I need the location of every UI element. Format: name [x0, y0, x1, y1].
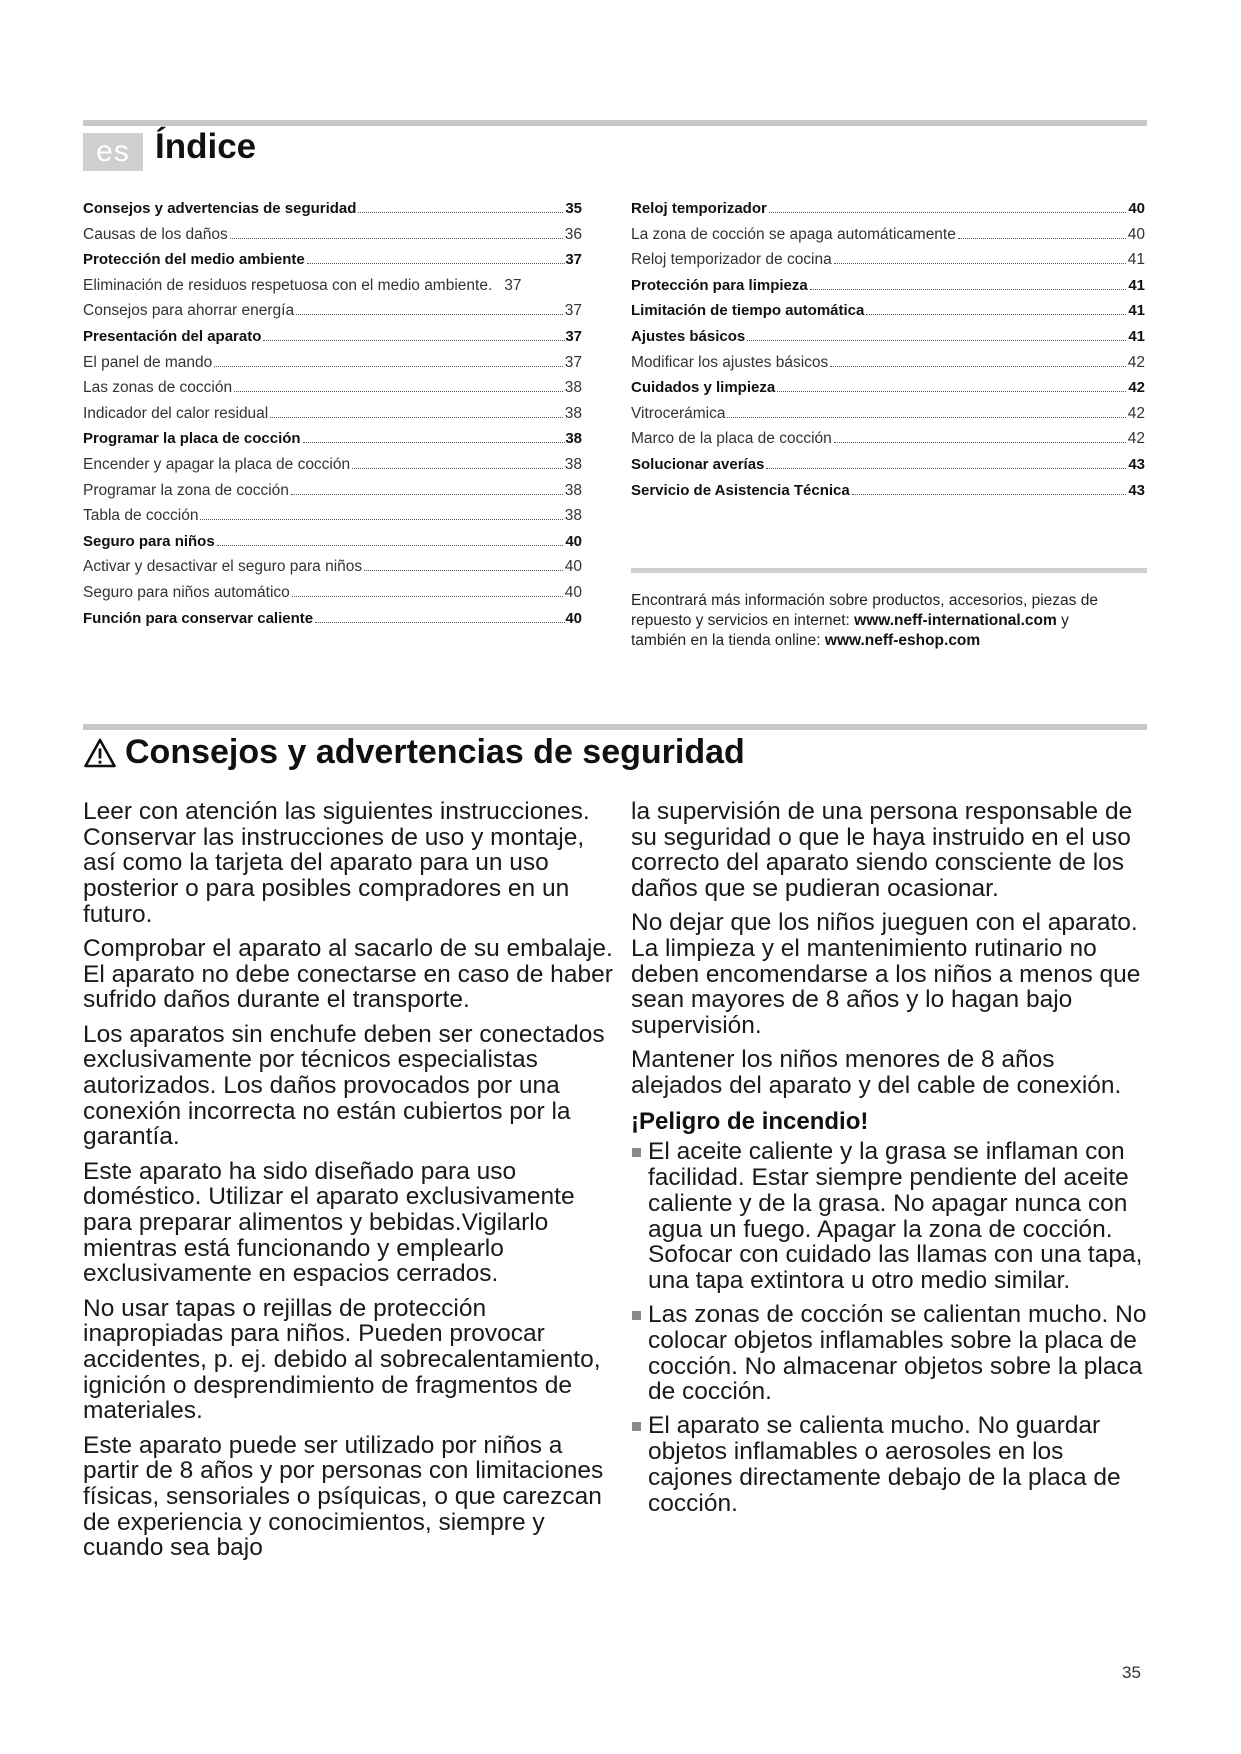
toc-entry-leader [307, 263, 566, 264]
toc-entry[interactable] [83, 452, 582, 478]
toc-entry-page: 42 [1127, 353, 1145, 371]
info-box [631, 591, 1111, 651]
toc-right-list [631, 196, 1145, 503]
toc-entry[interactable] [83, 350, 582, 376]
toc-entry-title: Ajustes básicos [631, 327, 746, 345]
toc-entry[interactable] [631, 222, 1145, 248]
toc-entry-leader [296, 314, 563, 315]
toc-entry[interactable] [83, 222, 582, 248]
toc-entry-leader [834, 263, 1126, 264]
toc-entry-leader [810, 289, 1127, 290]
toc-entry[interactable] [631, 350, 1145, 376]
toc-entry[interactable] [631, 324, 1145, 350]
toc-entry-leader [270, 417, 563, 418]
toc-entry-title: La zona de cocción se apaga automáticamente [631, 225, 956, 243]
safety-title-text: Consejos y advertencias de seguridad [125, 733, 745, 771]
toc-entry-page: 41 [1128, 276, 1145, 294]
section-rule [83, 724, 1147, 730]
safety-paragraph: Los aparatos sin enchufe deben ser conectados exclusivamente por técnicos especialistas autorizados. Los daños provocados por una conexión incorrecta no están cubiertos por la garantía. [83, 1020, 605, 1151]
toc-entry-page: 43 [1128, 455, 1145, 473]
toc-entry-page: 38 [564, 481, 582, 499]
info-link-international[interactable]: www.neff-international.com [854, 612, 1057, 629]
toc-entry-leader [852, 494, 1127, 495]
toc-entry[interactable] [83, 426, 582, 452]
toc-entry-title: Eliminación de residuos respetuosa con el medio ambiente. [83, 276, 493, 294]
toc-entry-page: 40 [1127, 225, 1145, 243]
toc-entry-title: Solucionar averías [631, 455, 765, 473]
toc-entry[interactable] [631, 426, 1145, 452]
toc-entry[interactable] [631, 298, 1145, 324]
toc-entry-page: 38 [565, 430, 582, 448]
toc-entry-title: Seguro para niños [83, 532, 215, 550]
toc-entry-leader [727, 417, 1125, 418]
bullet-item [631, 1413, 1151, 1516]
toc-entry[interactable] [631, 247, 1145, 273]
toc-entry[interactable] [83, 503, 582, 529]
toc-entry-title: Limitación de tiempo automática [631, 302, 865, 320]
toc-entry-page: 37 [564, 302, 582, 320]
toc-entry-page: 40 [565, 609, 582, 627]
toc-entry[interactable] [83, 247, 582, 273]
safety-paragraph: Comprobar el aparato al sacarlo de su embalaje. El aparato no debe conectarse en caso de haber sufrido daños durante el transporte. [83, 935, 613, 1014]
toc-entry-page: 40 [564, 583, 582, 601]
toc-entry-page: 43 [1128, 481, 1145, 499]
toc-entry-title: Consejos para ahorrar energía [83, 302, 295, 320]
toc-entry-leader [315, 622, 565, 623]
toc-entry[interactable] [83, 401, 582, 427]
toc-entry-leader [263, 340, 565, 341]
toc-entry-leader [358, 212, 563, 213]
toc-entry-title: El panel de mando [83, 353, 213, 371]
bullet-square-icon [632, 1311, 641, 1320]
warning-triangle-icon [83, 737, 117, 769]
toc-entry-title: Seguro para niños automático [83, 583, 290, 601]
toc-entry-title: Programar la zona de cocción [83, 481, 289, 499]
toc-entry-leader [217, 545, 564, 546]
toc-entry-title: Activar y desactivar el seguro para niños [83, 558, 363, 576]
toc-entry-title: Modificar los ajustes básicos [631, 353, 829, 371]
toc-entry-page: 37 [564, 353, 582, 371]
safety-right-column [631, 799, 1151, 1525]
toc-entry[interactable] [631, 196, 1145, 222]
toc-entry-leader [769, 212, 1126, 213]
toc-entry-title: Marco de la placa de cocción [631, 430, 832, 448]
safety-left-column [83, 799, 613, 1570]
info-text-2: y también en la tienda online: [631, 612, 1069, 649]
safety-paragraph: No dejar que los niños jueguen con el aparato. La limpieza y el mantenimiento rutinario no deben encomendarse a los niños a menos que sean mayores de 8 años y lo hagan bajo supervisión. [631, 909, 1141, 1040]
toc-entry-page: 41 [1128, 302, 1145, 320]
toc-entry-leader [830, 366, 1125, 367]
info-link-eshop[interactable]: www.neff-eshop.com [824, 632, 981, 649]
toc-entry[interactable] [83, 375, 582, 401]
toc-entry[interactable] [83, 529, 582, 555]
toc-entry[interactable] [631, 375, 1145, 401]
toc-entry-page: 42 [1128, 379, 1145, 397]
toc-entry-page: 40 [565, 532, 582, 550]
toc-entry-title: Vitrocerámica [631, 404, 726, 422]
info-rule [631, 568, 1147, 573]
toc-entry-page: 38 [564, 404, 582, 422]
toc-entry[interactable] [83, 324, 582, 350]
info-text-1: Encontrará más información sobre productos, accesorios, piezas de repuesto y servicios en internet: [631, 592, 1098, 629]
toc-entry-leader [214, 366, 562, 367]
bullet-square-icon [632, 1422, 641, 1431]
toc-entry-page: 41 [1127, 251, 1145, 269]
toc-entry-title: Protección del medio ambiente [83, 251, 305, 269]
toc-entry-leader [766, 468, 1126, 469]
toc-entry-leader [234, 391, 563, 392]
bullet-text: Las zonas de cocción se calientan mucho. No colocar objetos inflamables sobre la placa de cocción. No almacenar objetos sobre la placa de cocción. [648, 1301, 1147, 1406]
toc-entry[interactable] [83, 273, 582, 299]
toc-left-list [83, 196, 582, 631]
toc-entry-page: 40 [564, 558, 582, 576]
safety-paragraph: Leer con atención las siguientes instrucciones. Conservar las instrucciones de uso y montaje, así como la tarjeta del aparato para un uso posterior o para posibles compradores en un futuro. [83, 798, 590, 928]
toc-entry-title: Función para conservar caliente [83, 609, 314, 627]
toc-entry-page: 38 [564, 507, 582, 525]
toc-entry-leader [303, 442, 566, 443]
toc-entry-title: Reloj temporizador de cocina [631, 251, 832, 269]
toc-entry[interactable] [83, 580, 582, 606]
toc-entry-title: Consejos y advertencias de seguridad [83, 200, 357, 217]
toc-entry-title: Indicador del calor residual [83, 404, 269, 422]
page-number: 35 [1122, 1663, 1141, 1682]
bullet-item [631, 1139, 1151, 1293]
toc-entry[interactable] [631, 401, 1145, 427]
toc-entry-leader [866, 314, 1126, 315]
fire-danger-heading: ¡Peligro de incendio! [631, 1107, 869, 1135]
toc-entry-title: Cuidados y limpieza [631, 379, 776, 397]
toc-entry-leader [200, 519, 562, 520]
toc-entry[interactable] [631, 478, 1145, 504]
top-rule [83, 120, 1147, 126]
toc-entry-title: Reloj temporizador [631, 200, 767, 217]
toc-entry-title: Tabla de cocción [83, 507, 199, 525]
toc-entry[interactable] [83, 606, 582, 632]
safety-paragraph: Este aparato puede ser utilizado por niños a partir de 8 años y por personas con limitaciones físicas, sensoriales o psíquicas, o que carezcan de experiencia y conocimientos, siempre y cuando sea bajo [83, 1431, 604, 1562]
index-title: Índice [155, 127, 257, 166]
toc-entry-page: 42 [1127, 430, 1145, 448]
toc-entry-leader [747, 340, 1126, 341]
safety-paragraph: la supervisión de una persona responsable de su seguridad o que le haya instruido en el uso correcto del aparato siendo consciente de los daños que se pudieran ocasionar. [631, 798, 1133, 903]
toc-entry-title: Programar la placa de cocción [83, 430, 301, 448]
toc-entry-page: 37 [504, 276, 522, 294]
toc-entry-title: Encender y apagar la placa de cocción [83, 455, 351, 473]
toc-entry[interactable] [631, 452, 1145, 478]
bullet-item [631, 1302, 1151, 1405]
toc-entry-title: Las zonas de cocción [83, 379, 233, 397]
bullet-square-icon [632, 1148, 641, 1157]
toc-entry-leader [230, 238, 563, 239]
toc-entry-leader [958, 238, 1126, 239]
toc-entry-page: 37 [565, 251, 582, 269]
safety-section-title [83, 733, 745, 772]
toc-entry-page: 42 [1127, 404, 1145, 422]
safety-paragraph: Este aparato ha sido diseñado para uso doméstico. Utilizar el aparato exclusivamente para preparar alimentos y bebidas.Vigilarlo mientras está funcionando y emplearlo exclusivamente en espacios cerrados. [83, 1157, 575, 1288]
toc-entry-leader [777, 391, 1126, 392]
toc-entry-page: 36 [564, 225, 582, 243]
toc-entry[interactable] [631, 273, 1145, 299]
bullet-text: El aparato se calienta mucho. No guardar objetos inflamables o aerosoles en los cajones directamente debajo de la placa de cocción. [648, 1412, 1121, 1517]
bullet-text: El aceite caliente y la grasa se inflaman con facilidad. Estar siempre pendiente del aceite caliente y de la grasa. No apagar nunca con agua un fuego. Apagar la zona de cocción. Sofocar con cuidado las llamas con una tapa, una tapa extintora u otro medio similar. [648, 1138, 1143, 1294]
toc-entry-leader [834, 442, 1126, 443]
safety-paragraph: Mantener los niños menores de 8 años alejados del aparato y del cable de conexión. [631, 1046, 1122, 1100]
toc-entry-title: Servicio de Asistencia Técnica [631, 481, 850, 499]
toc-entry-leader [352, 468, 563, 469]
toc-entry-page: 38 [564, 379, 582, 397]
safety-paragraph: No usar tapas o rejillas de protección inapropiadas para niños. Pueden provocar accidentes, p. ej. debido al sobrecalentamiento, ignición o desprendimiento de fragmentos de materiales. [83, 1294, 601, 1425]
toc-entry-page: 40 [1128, 200, 1145, 217]
toc-entry-leader [291, 494, 563, 495]
toc-entry-leader [292, 596, 563, 597]
toc-entry-page: 41 [1128, 327, 1145, 345]
toc-right-column [631, 196, 1145, 503]
toc-left-column [83, 196, 582, 631]
toc-entry[interactable] [83, 478, 582, 504]
toc-entry-page: 37 [565, 327, 582, 345]
toc-entry-page: 38 [564, 455, 582, 473]
toc-entry[interactable] [83, 554, 582, 580]
toc-entry-leader [364, 570, 563, 571]
toc-entry-title: Causas de los daños [83, 225, 228, 243]
toc-entry-title: Presentación del aparato [83, 327, 262, 345]
language-badge: es [83, 133, 143, 171]
toc-entry-page: 35 [565, 200, 582, 217]
toc-entry-title: Protección para limpieza [631, 276, 808, 294]
toc-entry[interactable] [83, 196, 582, 222]
toc-entry[interactable] [83, 298, 582, 324]
